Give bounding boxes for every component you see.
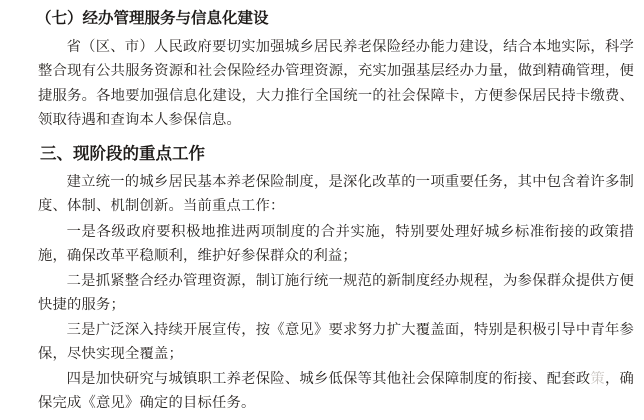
section-three-heading: 三、现阶段的重点工作 [40,144,205,163]
section-seven-paragraph: 省（区、市）人民政府要切实加强城乡居民养老保险经办能力建设，结合本地实际，科学整合现有公共服务资源和社会保险经办管理资源，充实加强基层经办力量，做到精确管理，便捷服务。各地要加强信息化建设，大力推行全国统一的社会保障卡，方便参保居民持卡缴费、领取待遇和查询本人参保信息。 [38,39,634,129]
key-task-item-4-text-a: 四是加快研究与城镇职工养老保险、城乡低保等其他社会保障制度的衔接、配套政 [66,371,591,387]
key-task-item-1: 一是各级政府要积极地推进两项制度的合并实施，特别要处理好城乡标准衔接的政策措施，确保改革平稳顺利，维护好参保群众的利益； [38,224,634,265]
key-task-item-3: 三是广泛深入持续开展宣传，按《意见》要求努力扩大覆盖面，特别是积极引导中青年参保，尽快实现全覆盖； [38,322,634,363]
key-task-item-2: 二是抓紧整合经办管理资源，制订施行统一规范的新制度经办规程，为参保群众提供方便快捷的服务； [38,273,634,314]
key-task-item-4-text-b: ，确保完成《意见》确定的目标任务。 [38,371,634,412]
watermark-obscured-char: 策 [590,371,605,387]
section-seven-heading: （七）经办管理服务与信息化建设 [36,9,269,27]
key-task-item-4 [38,367,634,416]
section-three-intro: 建立统一的城乡居民基本养老保险制度，是深化改革的一项重要任务，其中包含着许多制度、体制、机制创新。当前重点工作： [38,174,634,215]
